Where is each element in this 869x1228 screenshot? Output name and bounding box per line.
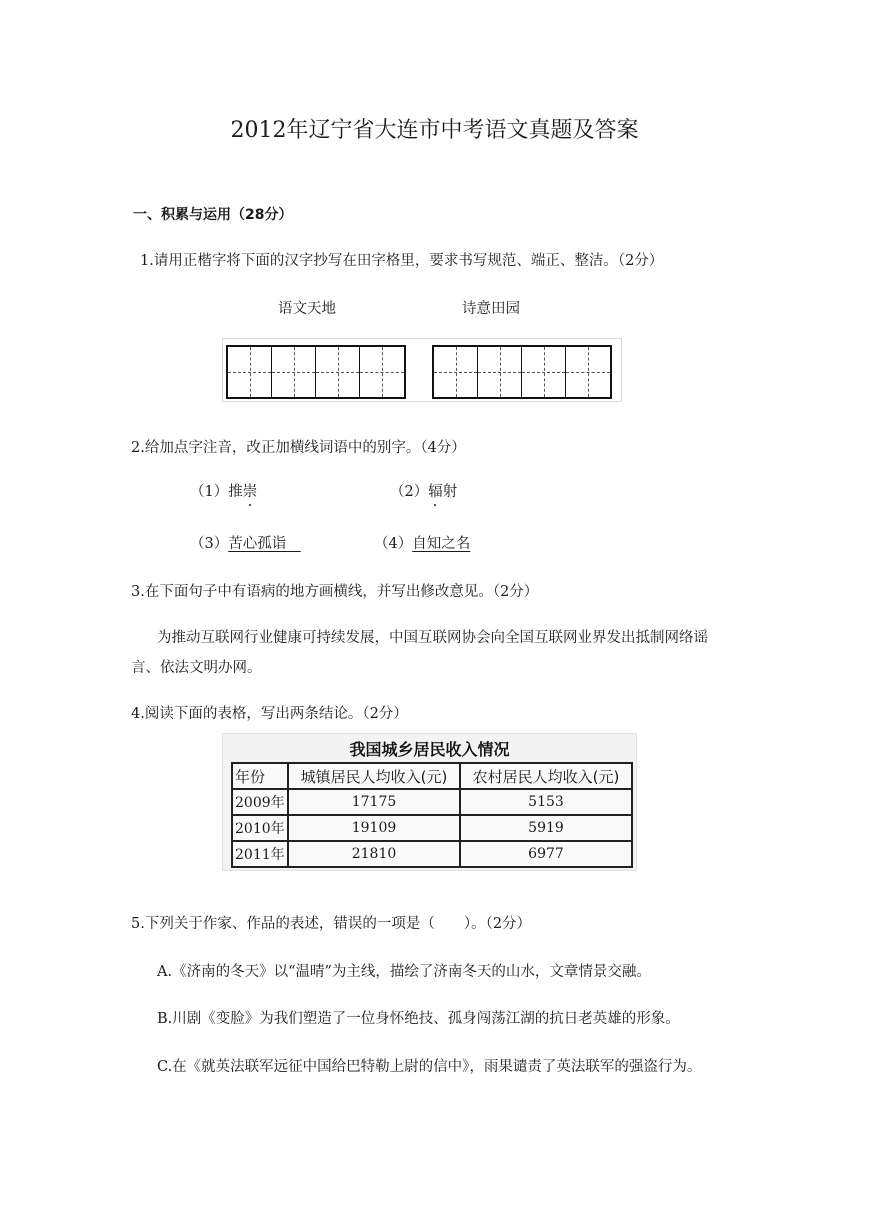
q2-item-3 [190, 532, 301, 553]
income-table [231, 762, 633, 868]
income-table-title: 我国城乡居民收入情况 [349, 740, 510, 759]
q5-option-c: C.在《就英法联军远征中国给巴特勒上尉的信中》，雨果谴责了英法联军的强盗行为。 [157, 1059, 702, 1075]
phrase-label-1: 语文天地 [278, 301, 336, 317]
table-cell-year: 2009年 [232, 789, 288, 815]
table-header-cell: 城镇居民人均收入(元) [288, 763, 460, 789]
table-header-cell: 年份 [232, 763, 288, 789]
table-cell-urban: 19109 [288, 815, 460, 841]
table-row [232, 841, 632, 867]
tianzige-grid-1[interactable] [226, 345, 406, 399]
question-1: 1.请用正楷字将下面的汉字抄写在田字格里，要求书写规范、端正、整洁。（2分） [140, 253, 664, 269]
question-3: 3.在下面句子中有语病的地方画横线，并写出修改意见。（2分） [131, 584, 539, 600]
tianzige-grid-2[interactable] [432, 345, 612, 399]
q2-item-3-underlined-word: 苦心孤诣 [228, 536, 287, 552]
q2-item-4-num: （4） [374, 536, 413, 552]
question-4: 4.阅读下面的表格，写出两条结论。（2分） [131, 706, 408, 722]
tianzige-cell[interactable] [434, 347, 478, 397]
q2-item-3-num: （3） [190, 536, 229, 552]
table-cell-year: 2010年 [232, 815, 288, 841]
phrase-label-2: 诗意田园 [462, 301, 520, 317]
section-heading: 一、积累与运用（28分） [133, 207, 293, 223]
tianzige-cell[interactable] [272, 347, 316, 397]
page-title: 2012年辽宁省大连市中考语文真题及答案 [230, 118, 639, 143]
question-5: 5.下列关于作家、作品的表述，错误的一项是（ ）。（2分） [131, 916, 532, 932]
q5-option-a: A.《济南的冬天》以“温晴”为主线，描绘了济南冬天的山水，文章情景交融。 [157, 964, 651, 980]
table-cell-rural: 5153 [460, 789, 632, 815]
q2-item-4-underlined-word: 自知之名 [412, 536, 471, 552]
tianzige-cell[interactable] [522, 347, 566, 397]
q2-item-2 [390, 480, 457, 501]
tianzige-cell[interactable] [360, 347, 404, 397]
table-row [232, 815, 632, 841]
question-2: 2.给加点字注音，改正加横线词语中的别字。（4分） [131, 440, 466, 456]
table-cell-urban: 17175 [288, 789, 460, 815]
q3-sentence-line-2: 言、依法文明办网。 [131, 660, 262, 676]
q2-item-1-num: （1） [190, 484, 229, 500]
table-cell-urban: 21810 [288, 841, 460, 867]
q2-item-1-dotted-char: 崇 [243, 480, 258, 501]
tianzige-area [222, 338, 622, 402]
tianzige-cell[interactable] [316, 347, 360, 397]
income-table-figure [222, 733, 637, 871]
q2-item-4 [374, 532, 470, 553]
q2-item-2-dotted-char: 辐 [428, 480, 443, 501]
table-row [232, 789, 632, 815]
q2-item-1-char: 推 [228, 484, 243, 500]
tianzige-cell[interactable] [478, 347, 522, 397]
q2-item-3-underline-tail [286, 536, 301, 552]
q2-item-1 [190, 480, 257, 501]
table-cell-year: 2011年 [232, 841, 288, 867]
q5-option-b: B.川剧《变脸》为我们塑造了一位身怀绝技、孤身闯荡江湖的抗日老英雄的形象。 [157, 1011, 680, 1027]
table-header-cell: 农村居民人均收入(元) [460, 763, 632, 789]
tianzige-cell[interactable] [566, 347, 610, 397]
table-cell-rural: 5919 [460, 815, 632, 841]
table-header-row [232, 763, 632, 789]
q2-item-2-num: （2） [390, 484, 429, 500]
table-cell-rural: 6977 [460, 841, 632, 867]
tianzige-cell[interactable] [228, 347, 272, 397]
q2-item-2-char: 射 [442, 484, 458, 500]
q3-sentence-line-1: 为推动互联网行业健康可持续发展，中国互联网协会向全国互联网业界发出抵制网络谣 [157, 630, 708, 646]
